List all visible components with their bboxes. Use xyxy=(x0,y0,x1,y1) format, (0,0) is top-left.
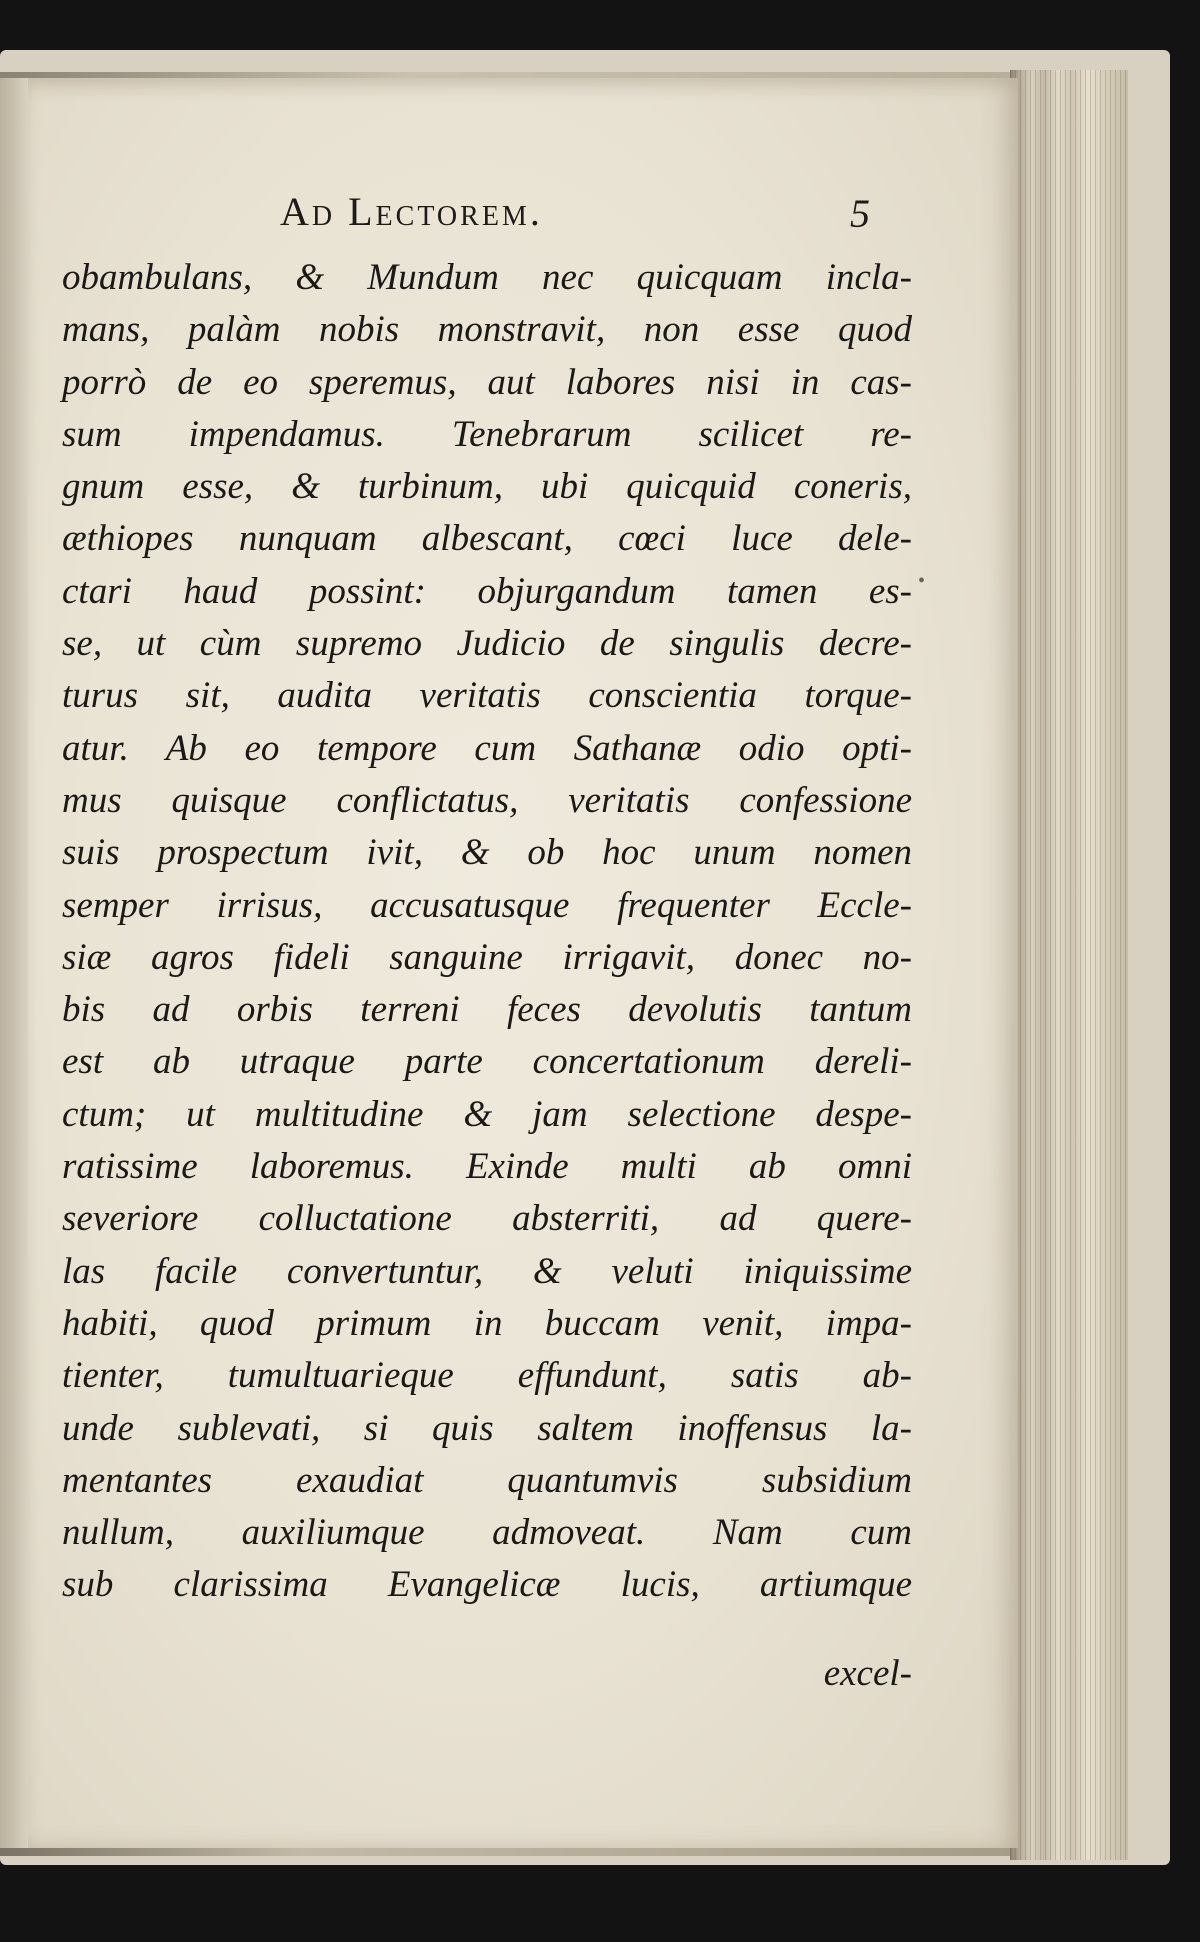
page-block-edge xyxy=(1010,70,1128,1860)
bottom-edge xyxy=(0,1848,1010,1856)
text-line: æthiopes nunquam albescant, cœci luce dele- xyxy=(62,518,912,560)
text-line: atur. Ab eo tempore cum Sathanæ odio opti- xyxy=(62,727,912,769)
text-line: siæ agros fideli sanguine irrigavit, donec no- xyxy=(62,936,912,978)
text-line: sum impendamus. Tenebrarum scilicet re- xyxy=(62,413,912,455)
text-line: severiore colluctatione absterriti, ad quere- xyxy=(62,1198,912,1240)
text-line: ctari haud possint: objurgandum tamen es- xyxy=(62,570,912,612)
text-line: las facile convertuntur, & veluti iniquissime xyxy=(62,1250,912,1292)
gutter-strip xyxy=(0,78,28,1848)
page-number: 5 xyxy=(850,191,870,236)
body-text xyxy=(62,252,912,1612)
text-line: sub clarissima Evangelicæ lucis, artiumque xyxy=(62,1564,912,1606)
text-line: habiti, quod primum in buccam venit, impa- xyxy=(62,1302,912,1344)
text-line: suis prospectum ivit, & ob hoc unum nomen xyxy=(62,832,912,874)
text-line: obambulans, & Mundum nec quicquam incla- xyxy=(62,257,912,298)
margin-mark: • xyxy=(918,570,926,592)
text-line: est ab utraque parte concertationum dereli- xyxy=(62,1041,912,1083)
text-line: nullum, auxiliumque admoveat. Nam cum xyxy=(62,1512,912,1554)
text-line: mentantes exaudiat quantumvis subsidium xyxy=(62,1459,912,1501)
text-line: mans, palàm nobis monstravit, non esse quod xyxy=(62,309,912,351)
text-line: turus sit, audita veritatis conscientia torque- xyxy=(62,675,912,717)
text-line: tienter, tumultuarieque effundunt, satis ab- xyxy=(62,1355,912,1397)
text-line: mus quisque conflictatus, veritatis confessione xyxy=(62,779,912,821)
text-line: unde sublevati, si quis saltem inoffensus la- xyxy=(62,1407,912,1449)
text-line: se, ut cùm supremo Judicio de singulis decre- xyxy=(62,623,912,665)
text-line: bis ad orbis terreni feces devolutis tantum xyxy=(62,989,912,1031)
text-line: gnum esse, & turbinum, ubi quicquid coneris, xyxy=(62,466,912,508)
text-line: ratissime laboremus. Exinde multi ab omni xyxy=(62,1146,912,1188)
top-edge xyxy=(0,72,1010,78)
catchword: excel- xyxy=(823,1653,912,1694)
running-title: Ad Lectorem. xyxy=(280,189,543,234)
text-line: ctum; ut multitudine & jam selectione despe- xyxy=(62,1093,912,1135)
text-line: semper irrisus, accusatusque frequenter Eccle- xyxy=(62,884,912,926)
text-line: porrò de eo speremus, aut labores nisi in cas- xyxy=(62,361,912,403)
